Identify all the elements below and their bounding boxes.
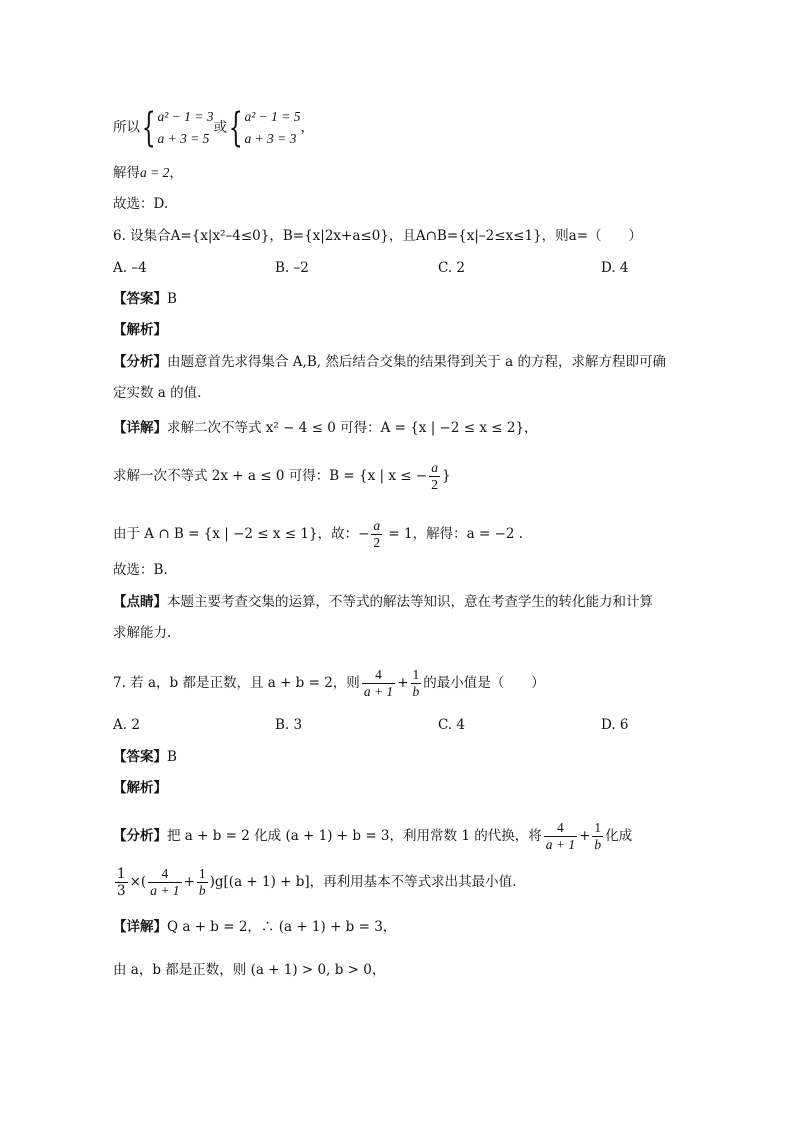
fraction-numerator: 1 — [594, 820, 602, 835]
text-comma: ， — [300, 119, 314, 136]
q6-answer-line — [113, 293, 177, 307]
dianjing-text: 本题主要考查交集的运算，不等式的解法等知识，意在考查学生的转化能力和计算 — [167, 594, 653, 610]
dianjing-tag: 【点睛】 — [113, 594, 167, 610]
plus-sign: + — [397, 674, 409, 691]
q7-fenxi-line-1 — [113, 820, 632, 853]
system-1 — [157, 106, 213, 150]
q7-option-c: C. 4 — [438, 717, 466, 733]
fraction-numerator: 1 — [117, 866, 126, 882]
fraction-denominator: a + 1 — [545, 837, 576, 852]
detail-3-suffix: = 1，解得：a = −2 . — [384, 525, 524, 542]
q6-detail-line-3 — [113, 518, 523, 551]
equation-system-line — [113, 106, 314, 150]
answer-value: B — [167, 291, 177, 307]
solve-line — [113, 166, 183, 181]
fraction-denominator: b — [198, 883, 206, 898]
fraction-denominator: b — [412, 684, 420, 699]
fraction-numerator: 1 — [198, 866, 206, 881]
fraction-denominator: 2 — [373, 535, 381, 550]
fenxi-2-suffix: )g[(a + 1) + b]，再利用基本不等式求出其最小值. — [209, 873, 517, 890]
system-2-row-2: a + 3 = 3 — [244, 131, 297, 146]
q7-analysis-tag: 【解析】 — [113, 780, 167, 796]
q6-analysis-tag: 【解析】 — [113, 322, 167, 338]
question-7-stem — [113, 667, 545, 700]
fraction-numerator: 4 — [544, 820, 577, 837]
q7-detail-line-1 — [113, 921, 396, 935]
plus-sign: + — [183, 873, 195, 890]
q6-dianjing-line-1 — [113, 596, 653, 610]
answer-tag: 【答案】 — [113, 749, 167, 765]
fraction-numerator: 4 — [362, 667, 395, 684]
detail-2-suffix: } — [441, 467, 451, 484]
fraction-denominator: 2 — [431, 477, 438, 492]
times-sign: ×( — [129, 873, 147, 890]
system-1-row-1: a² − 1 = 3 — [157, 109, 214, 124]
q6-fenxi-line-2: 定实数 a 的值. — [113, 385, 202, 401]
fenxi-1-prefix: 把 a + b = 2 化成 (a + 1) + b = 3，利用常数 1 的代换，将 — [167, 827, 542, 844]
fenxi-tag: 【分析】 — [113, 354, 167, 370]
system-2-row-1: a² − 1 = 5 — [244, 109, 301, 124]
q6-option-a: A. –4 — [113, 260, 147, 276]
q7-option-b: B. 3 — [275, 717, 303, 733]
system-1-row-2: a + 3 = 5 — [157, 131, 210, 146]
fraction-numerator: 4 — [148, 866, 181, 883]
fraction-1-over-b — [197, 866, 208, 899]
fenxi-1-suffix: 化成 — [605, 827, 633, 844]
fraction-numerator: 1 — [412, 667, 420, 682]
fraction-1-over-3 — [115, 866, 128, 899]
detail-3-prefix: 由于 A ∩ B = {x | −2 ≤ x ≤ 1}，故：− — [113, 525, 370, 542]
answer-q5: 故选：D. — [113, 196, 169, 212]
detail-2-prefix: 求解一次不等式 2x + a ≤ 0 可得：B = {x | x ≤ − — [113, 467, 428, 484]
fraction-denominator: b — [594, 837, 602, 852]
fraction-4-over-a-plus-1 — [362, 667, 395, 700]
text-so: 所以 — [113, 119, 140, 136]
q7-fenxi-line-2 — [113, 866, 516, 899]
solve-suffix: ， — [169, 165, 183, 181]
plus-sign: + — [579, 827, 591, 844]
q7-answer-line — [113, 751, 177, 765]
q7-detail-line-2: 由 a，b 都是正数，则 (a + 1) > 0, b > 0， — [113, 962, 386, 978]
fraction-denominator: a + 1 — [363, 684, 394, 699]
question-6-stem: 6. 设集合A={x|x²–4≤0}，B={x|2x+a≤0}，且A∩B={x|–2≤x≤1}，则a=（ ） — [113, 228, 643, 244]
fraction-numerator: a — [373, 518, 381, 533]
fraction-a-over-2 — [371, 518, 382, 551]
fraction-numerator: a — [431, 460, 438, 475]
fraction-4-over-a-plus-1 — [148, 866, 181, 899]
solve-math: a = 2 — [140, 165, 170, 180]
detail-text: Q a + b = 2，∴ (a + 1) + b = 3， — [167, 919, 397, 935]
q7-stem-suffix: 的最小值是（ ） — [423, 674, 545, 691]
fenxi-tag: 【分析】 — [113, 827, 167, 844]
fraction-a-over-2 — [429, 460, 440, 493]
q7-option-d: D. 6 — [601, 717, 629, 733]
fraction-1-over-b — [592, 820, 603, 853]
fraction-denominator: a + 1 — [150, 883, 180, 898]
fenxi-text: 由题意首先求得集合 A,B, 然后结合交集的结果得到关于 a 的方程，求解方程即可确 — [167, 354, 666, 370]
fraction-1-over-b — [411, 667, 422, 700]
text-or: 或 — [213, 119, 227, 136]
q6-detail-line-2 — [113, 460, 451, 493]
fraction-denominator: 3 — [117, 883, 126, 899]
solve-prefix: 解得 — [113, 165, 140, 181]
fraction-4-over-a-plus-1 — [544, 820, 577, 853]
detail-text: 求解二次不等式 x² − 4 ≤ 0 可得：A = {x | −2 ≤ x ≤ 2}， — [167, 420, 538, 436]
detail-tag: 【详解】 — [113, 420, 167, 436]
q6-dianjing-line-2: 求解能力. — [113, 625, 172, 641]
q6-option-d: D. 4 — [601, 260, 629, 276]
q6-option-b: B. –2 — [275, 260, 309, 276]
answer-value: B — [167, 749, 177, 765]
detail-tag: 【详解】 — [113, 919, 167, 935]
left-brace: { — [141, 105, 156, 151]
q6-choose: 故选：B. — [113, 562, 168, 578]
system-2 — [244, 106, 300, 150]
q7-stem-prefix: 7. 若 a，b 都是正数，且 a + b = 2，则 — [113, 674, 360, 691]
answer-tag: 【答案】 — [113, 291, 167, 307]
q6-fenxi-line-1 — [113, 356, 666, 370]
q6-option-c: C. 2 — [438, 260, 466, 276]
left-brace: { — [228, 105, 243, 151]
q6-detail-line-1 — [113, 422, 538, 436]
q7-option-a: A. 2 — [113, 717, 140, 733]
